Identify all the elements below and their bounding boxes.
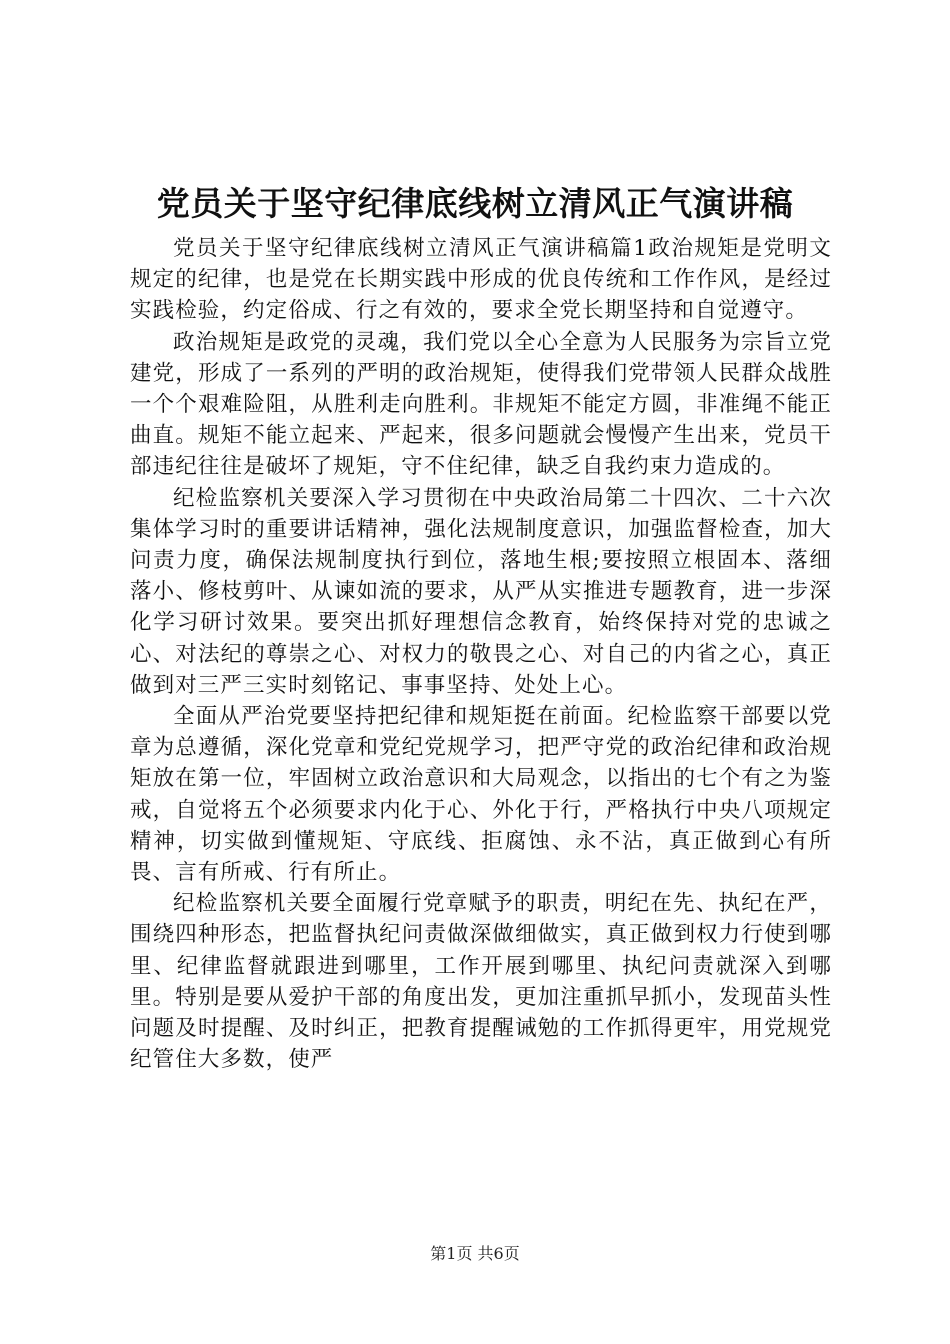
document-title: 党员关于坚守纪律底线树立清风正气演讲稿 <box>156 184 794 223</box>
paragraph-3: 纪检监察机关要深入学习贯彻在中央政治局第二十四次、二十六次集体学习时的重要讲话精神，强化法规制度意识，加强监督检查，加大问责力度，确保法规制度执行到位，落地生根;要按照立根固本、落细落小、修枝剪叶、从谏如流的要求，从严从实推进专题教育，进一步深化学习研讨效果。要突出抓好理想信念教育，始终保持对党的忠诚之心、对法纪的尊崇之心、对权力的敬畏之心、对自己的内省之心，真正做到对三严三实时刻铭记、事事坚持、处处上心。 <box>130 485 832 698</box>
paragraph-2: 政治规矩是政党的灵魂，我们党以全心全意为人民服务为宗旨立党建党，形成了一系列的严明的政治规矩，使得我们党带领人民群众战胜一个个艰难险阻，从胜利走向胜利。非规矩不能定方圆，非准绳不能正曲直。规矩不能立起来、严起来，很多问题就会慢慢产生出来，党员干部违纪往往是破坏了规矩，守不住纪律，缺乏自我约束力造成的。 <box>130 329 832 480</box>
paragraph-1: 党员关于坚守纪律底线树立清风正气演讲稿篇1政治规矩是党明文规定的纪律，也是党在长期实践中形成的优良传统和工作作风，是经过实践检验，约定俗成、行之有效的，要求全党长期坚持和自觉遵守。 <box>130 236 832 324</box>
paragraph-4: 全面从严治党要坚持把纪律和规矩挺在前面。纪检监察干部要以党章为总遵循，深化党章和党纪党规学习，把严守党的政治纪律和政治规矩放在第一位，牢固树立政治意识和大局观念，以指出的七个有之为鉴戒，自觉将五个必须要求内化于心、外化于行，严格执行中央八项规定精神，切实做到懂规矩、守底线、拒腐蚀、永不沾，真正做到心有所畏、言有所戒、行有所止。 <box>130 704 832 886</box>
document-body <box>130 233 832 1075</box>
paragraph-5: 纪检监察机关要全面履行党章赋予的职责，明纪在先、执纪在严，围绕四种形态，把监督执纪问责做深做细做实，真正做到权力行使到哪里、纪律监督就跟进到哪里，工作开展到哪里、执纪问责就深入到哪里。特别是要从爱护干部的角度出发，更加注重抓早抓小，发现苗头性问题及时提醒、及时纠正，把教育提醒诫勉的工作抓得更牢，用党规党纪管住大多数，使严 <box>130 891 832 1073</box>
page-number-footer: 第1页 共6页 <box>430 1244 520 1263</box>
